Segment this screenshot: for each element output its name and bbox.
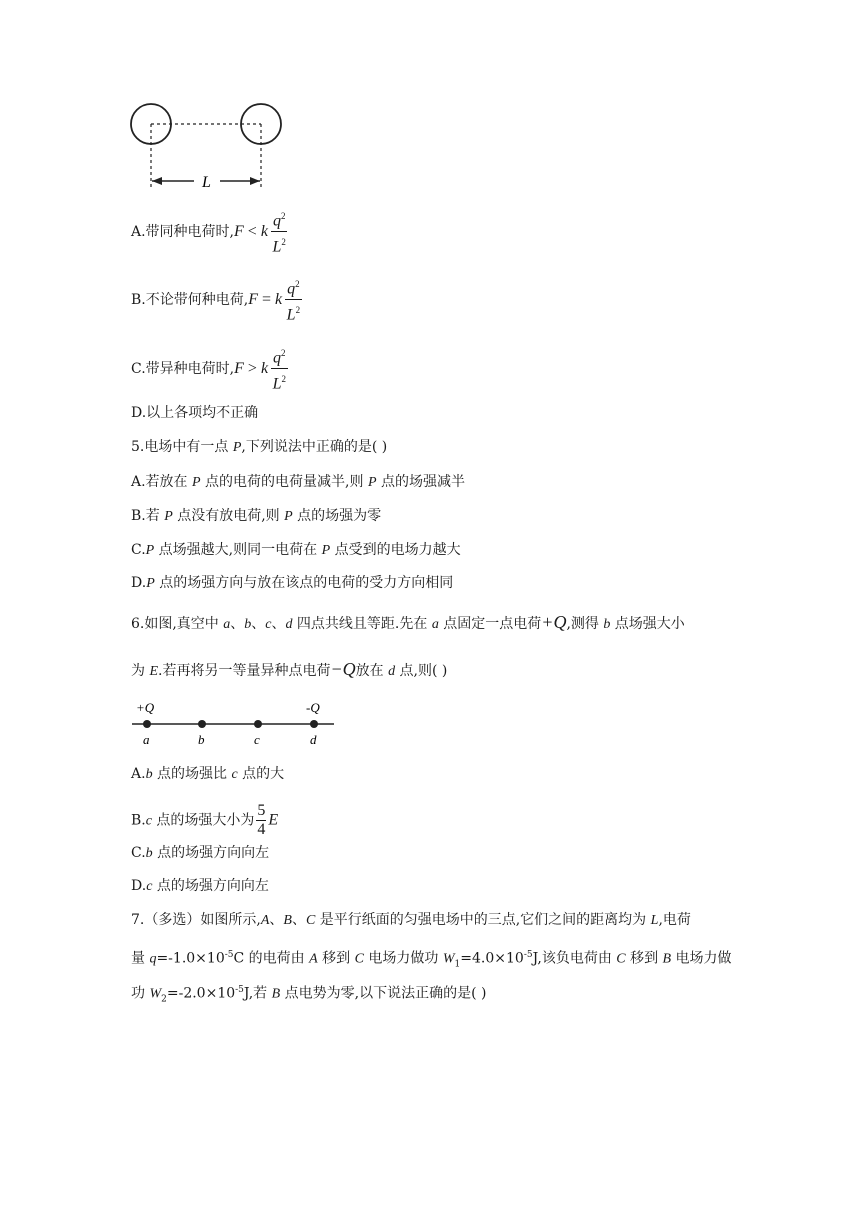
- q6-option-b: B.c 点的场强大小为 $\frac{5}{4}$ E: [131, 802, 279, 838]
- point-c-label: c: [254, 732, 260, 747]
- q4-option-d: D.以上各项均不正确: [131, 405, 259, 421]
- point-a: [143, 720, 151, 728]
- charge-right-label: -Q: [306, 700, 320, 715]
- q4-option-a: A.带同种电荷时,F < k $\frac{q^2}{L^2}$: [131, 206, 287, 258]
- q6-stem-line1: 6.如图,真空中 a、b、c、d 四点共线且等距.先在 a 点固定一点电荷+Q,测得 b 点场强大小: [131, 612, 685, 632]
- q6-stem-line2: 为 E.若再将另一等量异种点电荷−Q放在 d 点,则( ): [131, 659, 448, 679]
- point-c: [254, 720, 262, 728]
- point-b: [198, 720, 206, 728]
- label-L: L: [202, 174, 211, 191]
- point-b-label: b: [198, 732, 205, 747]
- q6-option-a: A.b 点的场强比 c 点的大: [131, 766, 285, 782]
- q7-stem-line2: 量 $q=-1.0\times 10^{-5}C$ 的电荷由 A 移到 C 电场力做功 $W_1=4.0\times 10^{-5}J$,该负电荷由 C 移到 B 电场力做: [131, 950, 732, 970]
- q4-option-c: C.带异种电荷时,F > k $\frac{q^2}{L^2}$: [131, 343, 288, 395]
- arrow-left-head: [152, 177, 162, 185]
- q7-stem-line3: 功 $W_2=-2.0\times 10^{-5}J$,若 B 点电势为零,以下说法正确的是( ): [131, 985, 487, 1005]
- q4-b-fraction: $\frac{q^2}{L^2}$: [285, 274, 302, 326]
- point-d: [310, 720, 318, 728]
- figure-four-points: [130, 698, 340, 748]
- q5-option-d: D.P 点的场强方向与放在该点的电荷的受力方向相同: [131, 575, 454, 591]
- q4-a-fraction: $\frac{q^2}{L^2}$: [271, 206, 288, 258]
- q4-c-fraction: $\frac{q^2}{L^2}$: [271, 343, 288, 395]
- q4-option-b: B.不论带何种电荷,F = k $\frac{q^2}{L^2}$: [131, 274, 302, 326]
- q5-option-a: A.若放在 P 点的电荷的电荷量减半,则 P 点的场强减半: [131, 474, 465, 490]
- charge-left-label: +Q: [136, 700, 155, 715]
- arrow-right-head: [250, 177, 260, 185]
- q6-b-fraction: $\frac{5}{4}$: [257, 802, 266, 838]
- q6-option-c: C.b 点的场强方向向左: [131, 845, 270, 861]
- point-d-label: d: [310, 732, 317, 747]
- q5-option-c: C.P 点场强越大,则同一电荷在 P 点受到的电场力越大: [131, 542, 461, 558]
- q6-option-d: D.c 点的场强方向向左: [131, 878, 269, 894]
- q5-option-b: B.若 P 点没有放电荷,则 P 点的场强为零: [131, 508, 382, 524]
- figure-two-spheres: [128, 98, 288, 196]
- q7-stem-line1: 7.（多选）如图所示,A、B、C 是平行纸面的匀强电场中的三点,它们之间的距离均为 L,电荷: [131, 912, 691, 928]
- q5-stem: 5.电场中有一点 P,下列说法中正确的是( ): [131, 439, 388, 455]
- point-a-label: a: [143, 732, 150, 747]
